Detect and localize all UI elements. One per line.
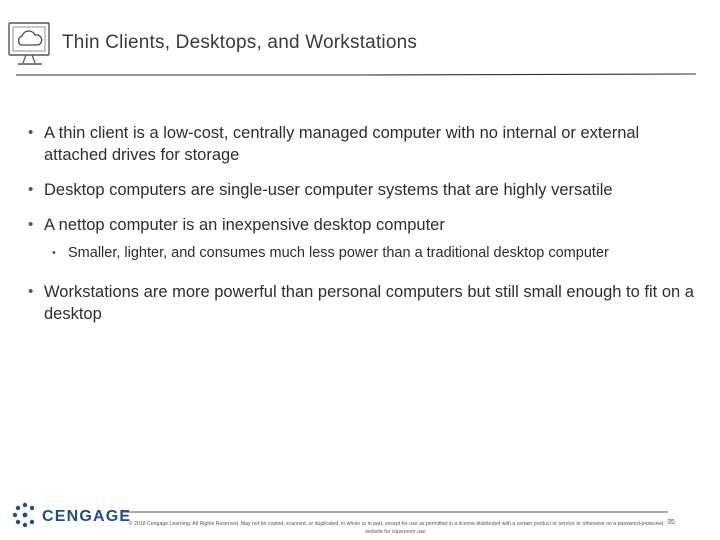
bullet-item [28, 214, 698, 236]
sub-bullet-text: Smaller, lighter, and consumes much less power than a traditional desktop computer [68, 245, 609, 261]
bullet-dot: • [28, 216, 34, 233]
bullet-item [28, 122, 698, 166]
bullet-dot: • [28, 124, 34, 141]
bullet-text: Desktop computers are single-user computer systems that are highly versatile [44, 181, 613, 199]
bullet-dot: • [28, 283, 34, 300]
title-divider [16, 68, 696, 82]
bullet-text: A thin client is a low-cost, centrally managed computer with no internal or external attached drives for storage [44, 124, 640, 164]
bullet-dot: • [28, 181, 34, 198]
bullet-item [28, 281, 698, 325]
cloud-monitor-icon [6, 20, 56, 70]
page-number: 35 [667, 519, 675, 526]
bullet-item [28, 179, 698, 201]
sub-bullet-item [52, 243, 698, 263]
slide-title: Thin Clients, Desktops, and Workstations [62, 32, 418, 53]
bullet-text: Workstations are more powerful than personal computers but still small enough to fit on a desktop [44, 283, 694, 323]
cengage-logo [12, 498, 142, 534]
copyright-notice: © 2018 Cengage Learning. All Rights Reserved. May not be copied, scanned, or duplicated, in whole or in part, except for use as permitted in a license distributed with a certain product or service or otherwise on a password-protected website for classroom use. [128, 521, 664, 535]
bullet-list [28, 122, 698, 338]
bullet-dot: • [52, 247, 56, 259]
bullet-text: A nettop computer is an inexpensive desktop computer [44, 216, 445, 234]
cengage-logo-mark-icon [12, 502, 38, 528]
brand-name: CENGAGE [42, 508, 132, 525]
footer-divider [122, 508, 668, 516]
